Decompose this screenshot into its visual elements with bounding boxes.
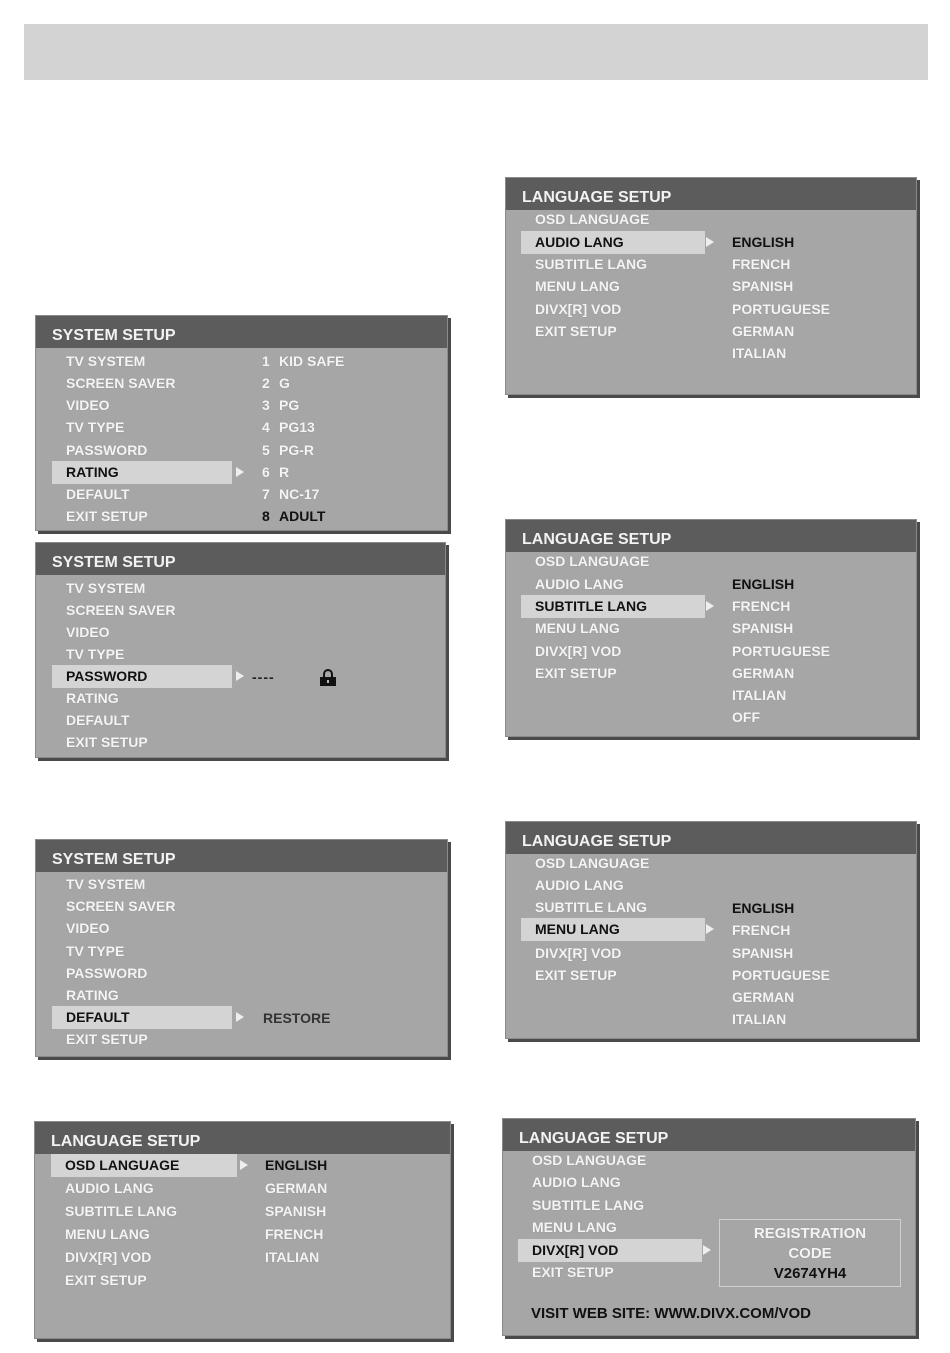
right-triangle-icon <box>703 1245 711 1255</box>
menu-item-audio-lang[interactable]: AUDIO LANG <box>532 1174 621 1190</box>
language-option-selected[interactable]: ENGLISH <box>732 900 795 916</box>
menu-item-screen-saver[interactable]: SCREEN SAVER <box>66 602 176 618</box>
menu-item-tv-system[interactable]: TV SYSTEM <box>66 580 146 596</box>
menu-item-password[interactable]: PASSWORD <box>66 965 148 981</box>
menu-item-rating[interactable]: RATING <box>52 461 232 484</box>
right-triangle-icon <box>706 924 714 934</box>
language-option[interactable]: ITALIAN <box>732 1011 787 1027</box>
screen-title: LANGUAGE SETUP <box>506 520 916 552</box>
menu-item-menu-lang[interactable]: MENU LANG <box>535 278 620 294</box>
menu-item-exit-setup[interactable]: EXIT SETUP <box>535 967 617 983</box>
language-option[interactable]: ITALIAN <box>265 1249 320 1265</box>
menu-item-menu-lang[interactable]: MENU LANG <box>532 1219 617 1235</box>
menu-item-video[interactable]: VIDEO <box>66 624 110 640</box>
menu-item-audio-lang[interactable]: AUDIO LANG <box>535 576 624 592</box>
menu-item-screen-saver[interactable]: SCREEN SAVER <box>66 898 176 914</box>
menu-item-subtitle-lang[interactable]: SUBTITLE LANG <box>65 1203 177 1219</box>
language-option[interactable]: SPANISH <box>732 278 794 294</box>
menu-item-divx-vod[interactable]: DIVX[R] VOD <box>535 643 622 659</box>
menu-item-audio-lang[interactable]: AUDIO LANG <box>65 1180 154 1196</box>
language-option[interactable]: PORTUGUESE <box>732 643 831 659</box>
rating-option[interactable]: 4 PG13 <box>262 419 315 435</box>
language-option[interactable]: ITALIAN <box>732 687 787 703</box>
menu-item-screen-saver[interactable]: SCREEN SAVER <box>66 375 176 391</box>
menu-item-divx-vod[interactable]: DIVX[R] VOD <box>535 301 622 317</box>
language-option[interactable]: GERMAN <box>732 665 795 681</box>
menu-item-menu-lang[interactable]: MENU LANG <box>65 1226 150 1242</box>
rating-option[interactable]: 3 PG <box>262 397 300 413</box>
language-option[interactable]: GERMAN <box>265 1180 328 1196</box>
language-option[interactable]: FRENCH <box>732 922 791 938</box>
menu-item-menu-lang[interactable]: MENU LANG <box>535 620 620 636</box>
rating-option[interactable]: 5 PG-R <box>262 442 314 458</box>
language-option[interactable]: FRENCH <box>265 1226 324 1242</box>
menu-item-video[interactable]: VIDEO <box>66 397 110 413</box>
menu-item-default[interactable]: DEFAULT <box>52 1006 232 1029</box>
menu-item-video[interactable]: VIDEO <box>66 920 110 936</box>
language-option-selected[interactable]: ENGLISH <box>732 234 795 250</box>
language-option[interactable]: FRENCH <box>732 598 791 614</box>
language-option[interactable]: GERMAN <box>732 989 795 1005</box>
registration-code-box <box>719 1219 901 1287</box>
rating-option[interactable]: 7 NC-17 <box>262 486 320 502</box>
screen-title: LANGUAGE SETUP <box>35 1122 450 1154</box>
menu-item-tv-type[interactable]: TV TYPE <box>66 943 125 959</box>
language-setup-subtitle-screen <box>505 519 917 737</box>
menu-item-default[interactable]: DEFAULT <box>66 712 130 728</box>
menu-item-divx-vod[interactable]: DIVX[R] VOD <box>535 945 622 961</box>
screen-title: SYSTEM SETUP <box>36 543 445 575</box>
menu-item-exit-setup[interactable]: EXIT SETUP <box>66 508 148 524</box>
right-triangle-icon <box>236 467 244 477</box>
menu-item-rating[interactable]: RATING <box>66 987 119 1003</box>
rating-option[interactable]: 2 G <box>262 375 290 391</box>
menu-item-exit-setup[interactable]: EXIT SETUP <box>532 1264 614 1280</box>
screen-title: SYSTEM SETUP <box>36 316 447 348</box>
registration-label: REGISTRATION <box>753 1225 867 1242</box>
right-triangle-icon <box>236 671 244 681</box>
language-setup-divx-screen <box>502 1118 916 1336</box>
language-option[interactable]: OFF <box>732 709 760 725</box>
menu-item-menu-lang[interactable]: MENU LANG <box>521 918 705 941</box>
language-option[interactable]: GERMAN <box>732 323 795 339</box>
menu-item-exit-setup[interactable]: EXIT SETUP <box>535 665 617 681</box>
language-setup-osd-screen <box>34 1121 451 1339</box>
language-setup-audio-screen <box>505 177 917 395</box>
menu-item-osd-language[interactable]: OSD LANGUAGE <box>535 211 650 227</box>
menu-item-subtitle-lang[interactable]: SUBTITLE LANG <box>521 595 705 618</box>
menu-item-osd-language[interactable]: OSD LANGUAGE <box>535 855 650 871</box>
system-setup-rating-screen <box>35 315 448 531</box>
language-option-selected[interactable]: ENGLISH <box>265 1157 328 1173</box>
header-band <box>24 24 928 80</box>
menu-item-tv-system[interactable]: TV SYSTEM <box>66 876 146 892</box>
language-option[interactable]: SPANISH <box>732 945 794 961</box>
menu-item-osd-language[interactable]: OSD LANGUAGE <box>51 1154 237 1177</box>
lock-icon <box>318 669 338 687</box>
code-label: CODE <box>788 1245 832 1262</box>
system-setup-default-screen <box>35 839 448 1057</box>
system-setup-password-screen <box>35 542 446 758</box>
language-option[interactable]: PORTUGUESE <box>732 301 831 317</box>
right-triangle-icon <box>236 1012 244 1022</box>
language-option-selected[interactable]: ENGLISH <box>732 576 795 592</box>
menu-item-audio-lang[interactable]: AUDIO LANG <box>535 877 624 893</box>
right-triangle-icon <box>706 237 714 247</box>
menu-item-subtitle-lang[interactable]: SUBTITLE LANG <box>535 256 647 272</box>
right-triangle-icon <box>706 601 714 611</box>
visit-website-text: VISIT WEB SITE: WWW.DIVX.COM/VOD <box>531 1305 811 1322</box>
language-option[interactable]: SPANISH <box>732 620 794 636</box>
menu-item-exit-setup[interactable]: EXIT SETUP <box>66 1031 148 1047</box>
language-option[interactable]: SPANISH <box>265 1203 327 1219</box>
right-triangle-icon <box>240 1160 248 1170</box>
screen-title: LANGUAGE SETUP <box>506 178 916 210</box>
rating-option-selected[interactable]: 8 ADULT <box>262 508 326 524</box>
language-option[interactable]: PORTUGUESE <box>732 967 831 983</box>
menu-item-divx-vod[interactable]: DIVX[R] VOD <box>518 1239 702 1262</box>
menu-item-audio-lang[interactable]: AUDIO LANG <box>521 231 705 254</box>
screen-title: SYSTEM SETUP <box>36 840 447 872</box>
registration-code-value: V2674YH4 <box>773 1265 847 1282</box>
language-setup-menu-screen <box>505 821 917 1039</box>
menu-item-tv-type[interactable]: TV TYPE <box>66 419 125 435</box>
menu-item-osd-language[interactable]: OSD LANGUAGE <box>532 1152 647 1168</box>
menu-item-osd-language[interactable]: OSD LANGUAGE <box>535 553 650 569</box>
menu-item-exit-setup[interactable]: EXIT SETUP <box>66 734 148 750</box>
language-option[interactable]: ITALIAN <box>732 345 787 361</box>
menu-item-password[interactable]: PASSWORD <box>52 665 232 688</box>
rating-option[interactable]: 1 KID SAFE <box>262 353 345 369</box>
menu-item-tv-type[interactable]: TV TYPE <box>66 646 125 662</box>
menu-item-default[interactable]: DEFAULT <box>66 486 130 502</box>
menu-item-password[interactable]: PASSWORD <box>66 442 148 458</box>
menu-item-subtitle-lang[interactable]: SUBTITLE LANG <box>535 899 647 915</box>
screen-title: LANGUAGE SETUP <box>503 1119 915 1151</box>
menu-item-rating[interactable]: RATING <box>66 690 119 706</box>
restore-option[interactable]: RESTORE <box>263 1010 331 1026</box>
password-input[interactable]: ---- <box>252 669 275 685</box>
menu-item-divx-vod[interactable]: DIVX[R] VOD <box>65 1249 152 1265</box>
menu-item-tv-system[interactable]: TV SYSTEM <box>66 353 146 369</box>
menu-item-exit-setup[interactable]: EXIT SETUP <box>535 323 617 339</box>
menu-item-subtitle-lang[interactable]: SUBTITLE LANG <box>532 1197 644 1213</box>
rating-option[interactable]: 6 R <box>262 464 290 480</box>
language-option[interactable]: FRENCH <box>732 256 791 272</box>
screen-title: LANGUAGE SETUP <box>506 822 916 854</box>
menu-item-exit-setup[interactable]: EXIT SETUP <box>65 1272 147 1288</box>
